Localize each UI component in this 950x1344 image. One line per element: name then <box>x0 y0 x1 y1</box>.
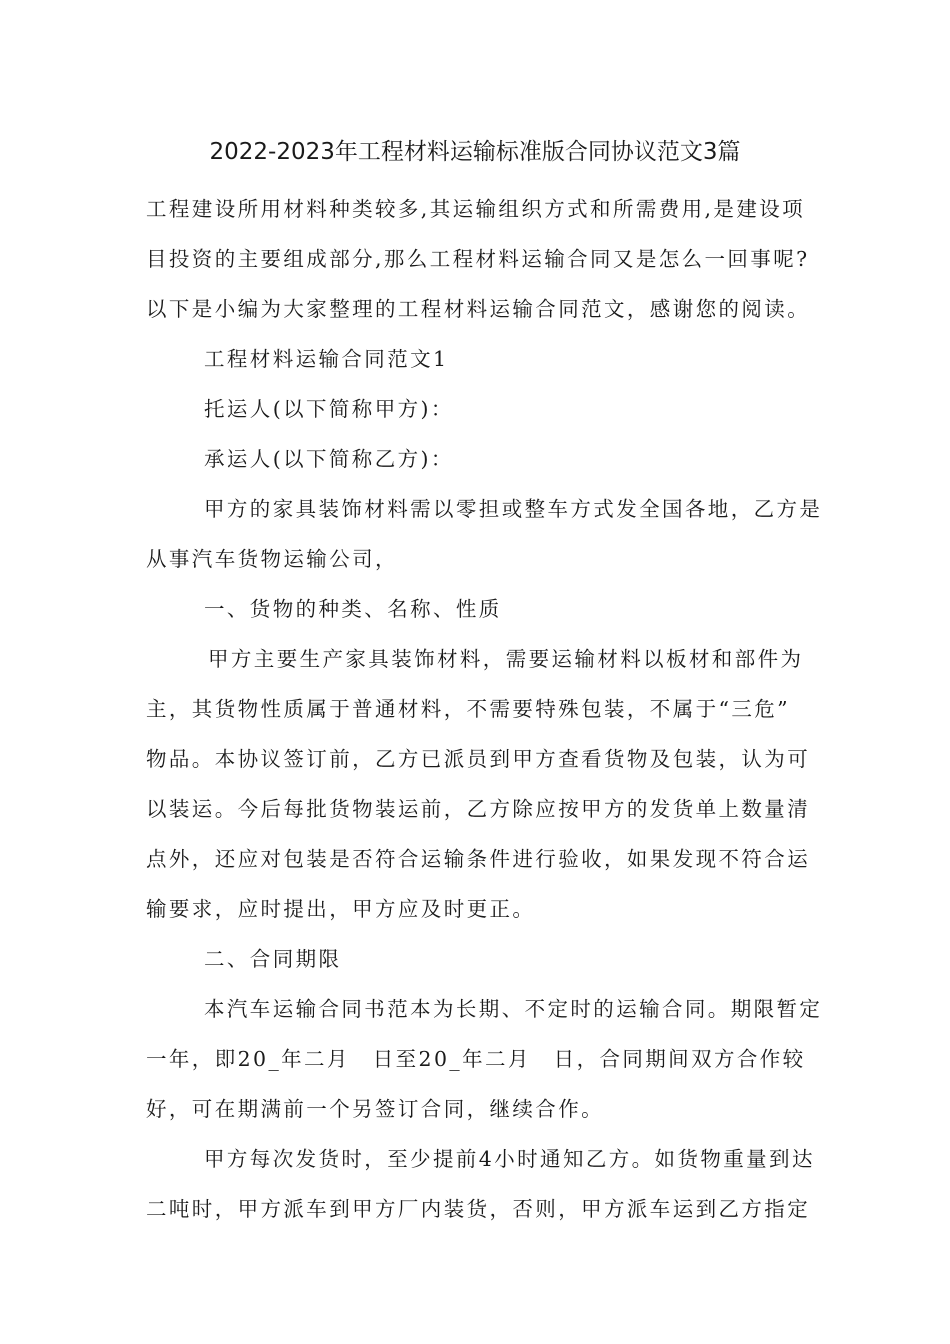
paragraph-line: 甲方主要生产家具装饰材料，需要运输材料以板材和部件为 <box>208 647 804 671</box>
paragraph-line: 目投资的主要组成部分,那么工程材料运输合同又是怎么一回事呢? <box>146 247 810 271</box>
paragraph-line: 本汽车运输合同书范本为长期、不定时的运输合同。期限暂定 <box>204 997 823 1021</box>
paragraph-line: 以下是小编为大家整理的工程材料运输合同范文，感谢您的阅读。 <box>146 297 811 321</box>
paragraph-line: 物品。本协议签订前，乙方已派员到甲方查看货物及包装，认为可 <box>146 747 811 771</box>
paragraph-line: 输要求，应时提出，甲方应及时更正。 <box>146 897 536 921</box>
paragraph-line: 二吨时，甲方派车到甲方厂内装货，否则，甲方派车运到乙方指定 <box>146 1197 811 1221</box>
paragraph-line: 工程建设所用材料种类较多,其运输组织方式和所需费用,是建设项 <box>146 197 806 221</box>
paragraph-line: 托运人(以下简称甲方)： <box>204 397 454 421</box>
paragraph-line: 一年，即20_年二月 日至20_年二月 日，合同期间双方合作较 <box>146 1047 806 1071</box>
section-heading: 二、合同期限 <box>204 947 342 971</box>
paragraph-line: 以装运。今后每批货物装运前，乙方除应按甲方的发货单上数量清 <box>146 797 811 821</box>
document-title: 2022-2023年工程材料运输标准版合同协议范文3篇 <box>209 139 741 165</box>
paragraph-line: 甲方的家具装饰材料需以零担或整车方式发全国各地，乙方是 <box>204 497 823 521</box>
paragraph-line: 甲方每次发货时，至少提前4小时通知乙方。如货物重量到达 <box>204 1147 815 1171</box>
section-heading: 一、货物的种类、名称、性质 <box>204 597 502 621</box>
paragraph-line: 点外，还应对包装是否符合运输条件进行验收，如果发现不符合运 <box>146 847 811 871</box>
document-body <box>146 184 823 1234</box>
section-heading: 工程材料运输合同范文1 <box>204 347 449 371</box>
paragraph-line: 从事汽车货物运输公司， <box>146 547 398 571</box>
paragraph-line: 承运人(以下简称乙方)： <box>204 447 454 471</box>
paragraph-line: 好，可在期满前一个另签订合同，继续合作。 <box>146 1097 604 1121</box>
paragraph-line: 主，其货物性质属于普通材料，不需要特殊包装，不属于“三危” <box>146 697 791 721</box>
